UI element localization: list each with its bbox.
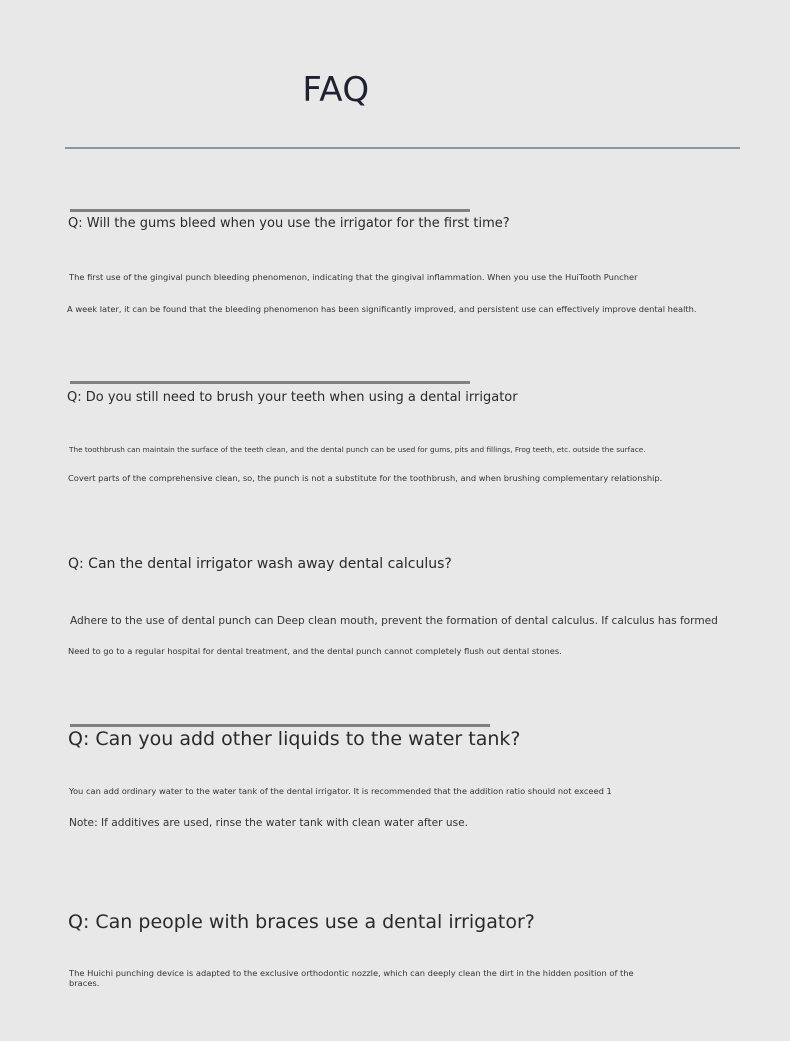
faq-answer: Covert parts of the comprehensive clean, so, the punch is not a substitute for the toothbrush, and when brushing complementary relationship. — [68, 473, 663, 483]
faq-question: Q: Will the gums bleed when you use the irrigator for the first time? — [68, 216, 510, 231]
title-divider — [65, 147, 740, 149]
ghost-text-strip — [70, 209, 470, 212]
faq-answer: A week later, it can be found that the bleeding phenomenon has been significantly improved, and persistent use can effectively improve dental health. — [67, 304, 697, 314]
faq-answer: Note: If additives are used, rinse the water tank with clean water after use. — [69, 817, 468, 829]
faq-question: Q: Can you add other liquids to the water tank? — [68, 728, 521, 750]
faq-question: Q: Do you still need to brush your teeth when using a dental irrigator — [67, 390, 518, 405]
faq-answer: The toothbrush can maintain the surface of the teeth clean, and the dental punch can be used for gums, pits and fillings, Frog teeth, etc. outside the surface. — [69, 445, 646, 454]
ghost-text-strip — [70, 381, 470, 384]
faq-answer: Adhere to the use of dental punch can Deep clean mouth, prevent the formation of dental calculus. If calculus has formed — [70, 615, 718, 627]
faq-answer: Need to go to a regular hospital for dental treatment, and the dental punch cannot completely flush out dental stones. — [68, 646, 562, 656]
ghost-text-strip — [70, 724, 490, 727]
faq-answer: The Huichi punching device is adapted to the exclusive orthodontic nozzle, which can deeply clean the dirt in the hidden position of the braces. — [69, 968, 634, 988]
faq-answer: The first use of the gingival punch bleeding phenomenon, indicating that the gingival inflammation. When you use the HuiTooth Puncher — [69, 272, 638, 282]
faq-question: Q: Can the dental irrigator wash away dental calculus? — [68, 556, 452, 572]
faq-question: Q: Can people with braces use a dental irrigator? — [68, 911, 535, 933]
faq-answer: You can add ordinary water to the water tank of the dental irrigator. It is recommended that the addition ratio should not exceed 1 — [69, 786, 612, 796]
page-title: FAQ — [302, 70, 370, 110]
